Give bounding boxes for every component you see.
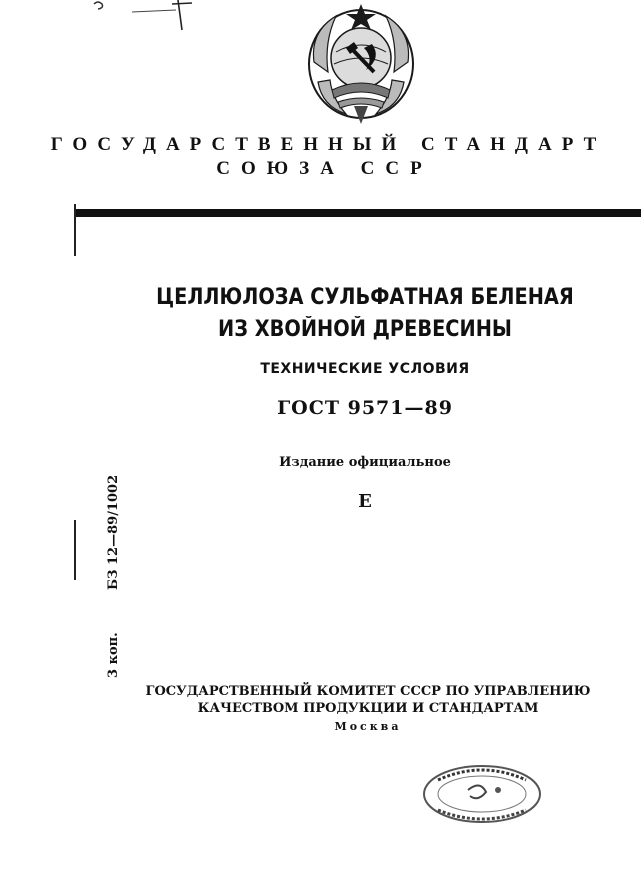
ussr-coat-of-arms-icon: [302, 2, 420, 126]
publisher-line2: КАЧЕСТВОМ ПРОДУКЦИИ И СТАНДАРТАМ: [197, 701, 539, 716]
document-subtitle: ТЕХНИЧЕСКИЕ УСЛОВИЯ: [260, 361, 470, 377]
margin-line-lower: [74, 520, 76, 580]
document-title-line2: ИЗ ХВОЙНОЙ ДРЕВЕСИНЫ: [218, 317, 512, 342]
margin-line: [74, 204, 76, 256]
publisher-line1: ГОСУДАРСТВЕННЫЙ КОМИТЕТ СССР ПО УПРАВЛЕНИЮ: [145, 684, 591, 699]
horizontal-divider: [76, 209, 641, 217]
header-subtitle: СОЮЗА ССР: [216, 158, 433, 179]
document-title-line1: ЦЕЛЛЮЛОЗА СУЛЬФАТНАЯ БЕЛЕНАЯ: [156, 285, 574, 310]
library-stamp-icon: [420, 760, 545, 828]
catalog-code: БЗ 12—89/1002: [106, 474, 121, 590]
edition-letter: Е: [358, 491, 372, 512]
publisher-city: Москва: [334, 720, 402, 733]
header-title: ГОСУДАРСТВЕННЫЙ СТАНДАРТ: [50, 134, 607, 155]
edition-label: Издание официальное: [279, 455, 451, 470]
handwritten-mark: [92, 0, 202, 32]
standard-number: ГОСТ 9571—89: [277, 397, 453, 419]
price-label: 3 коп.: [106, 632, 121, 678]
